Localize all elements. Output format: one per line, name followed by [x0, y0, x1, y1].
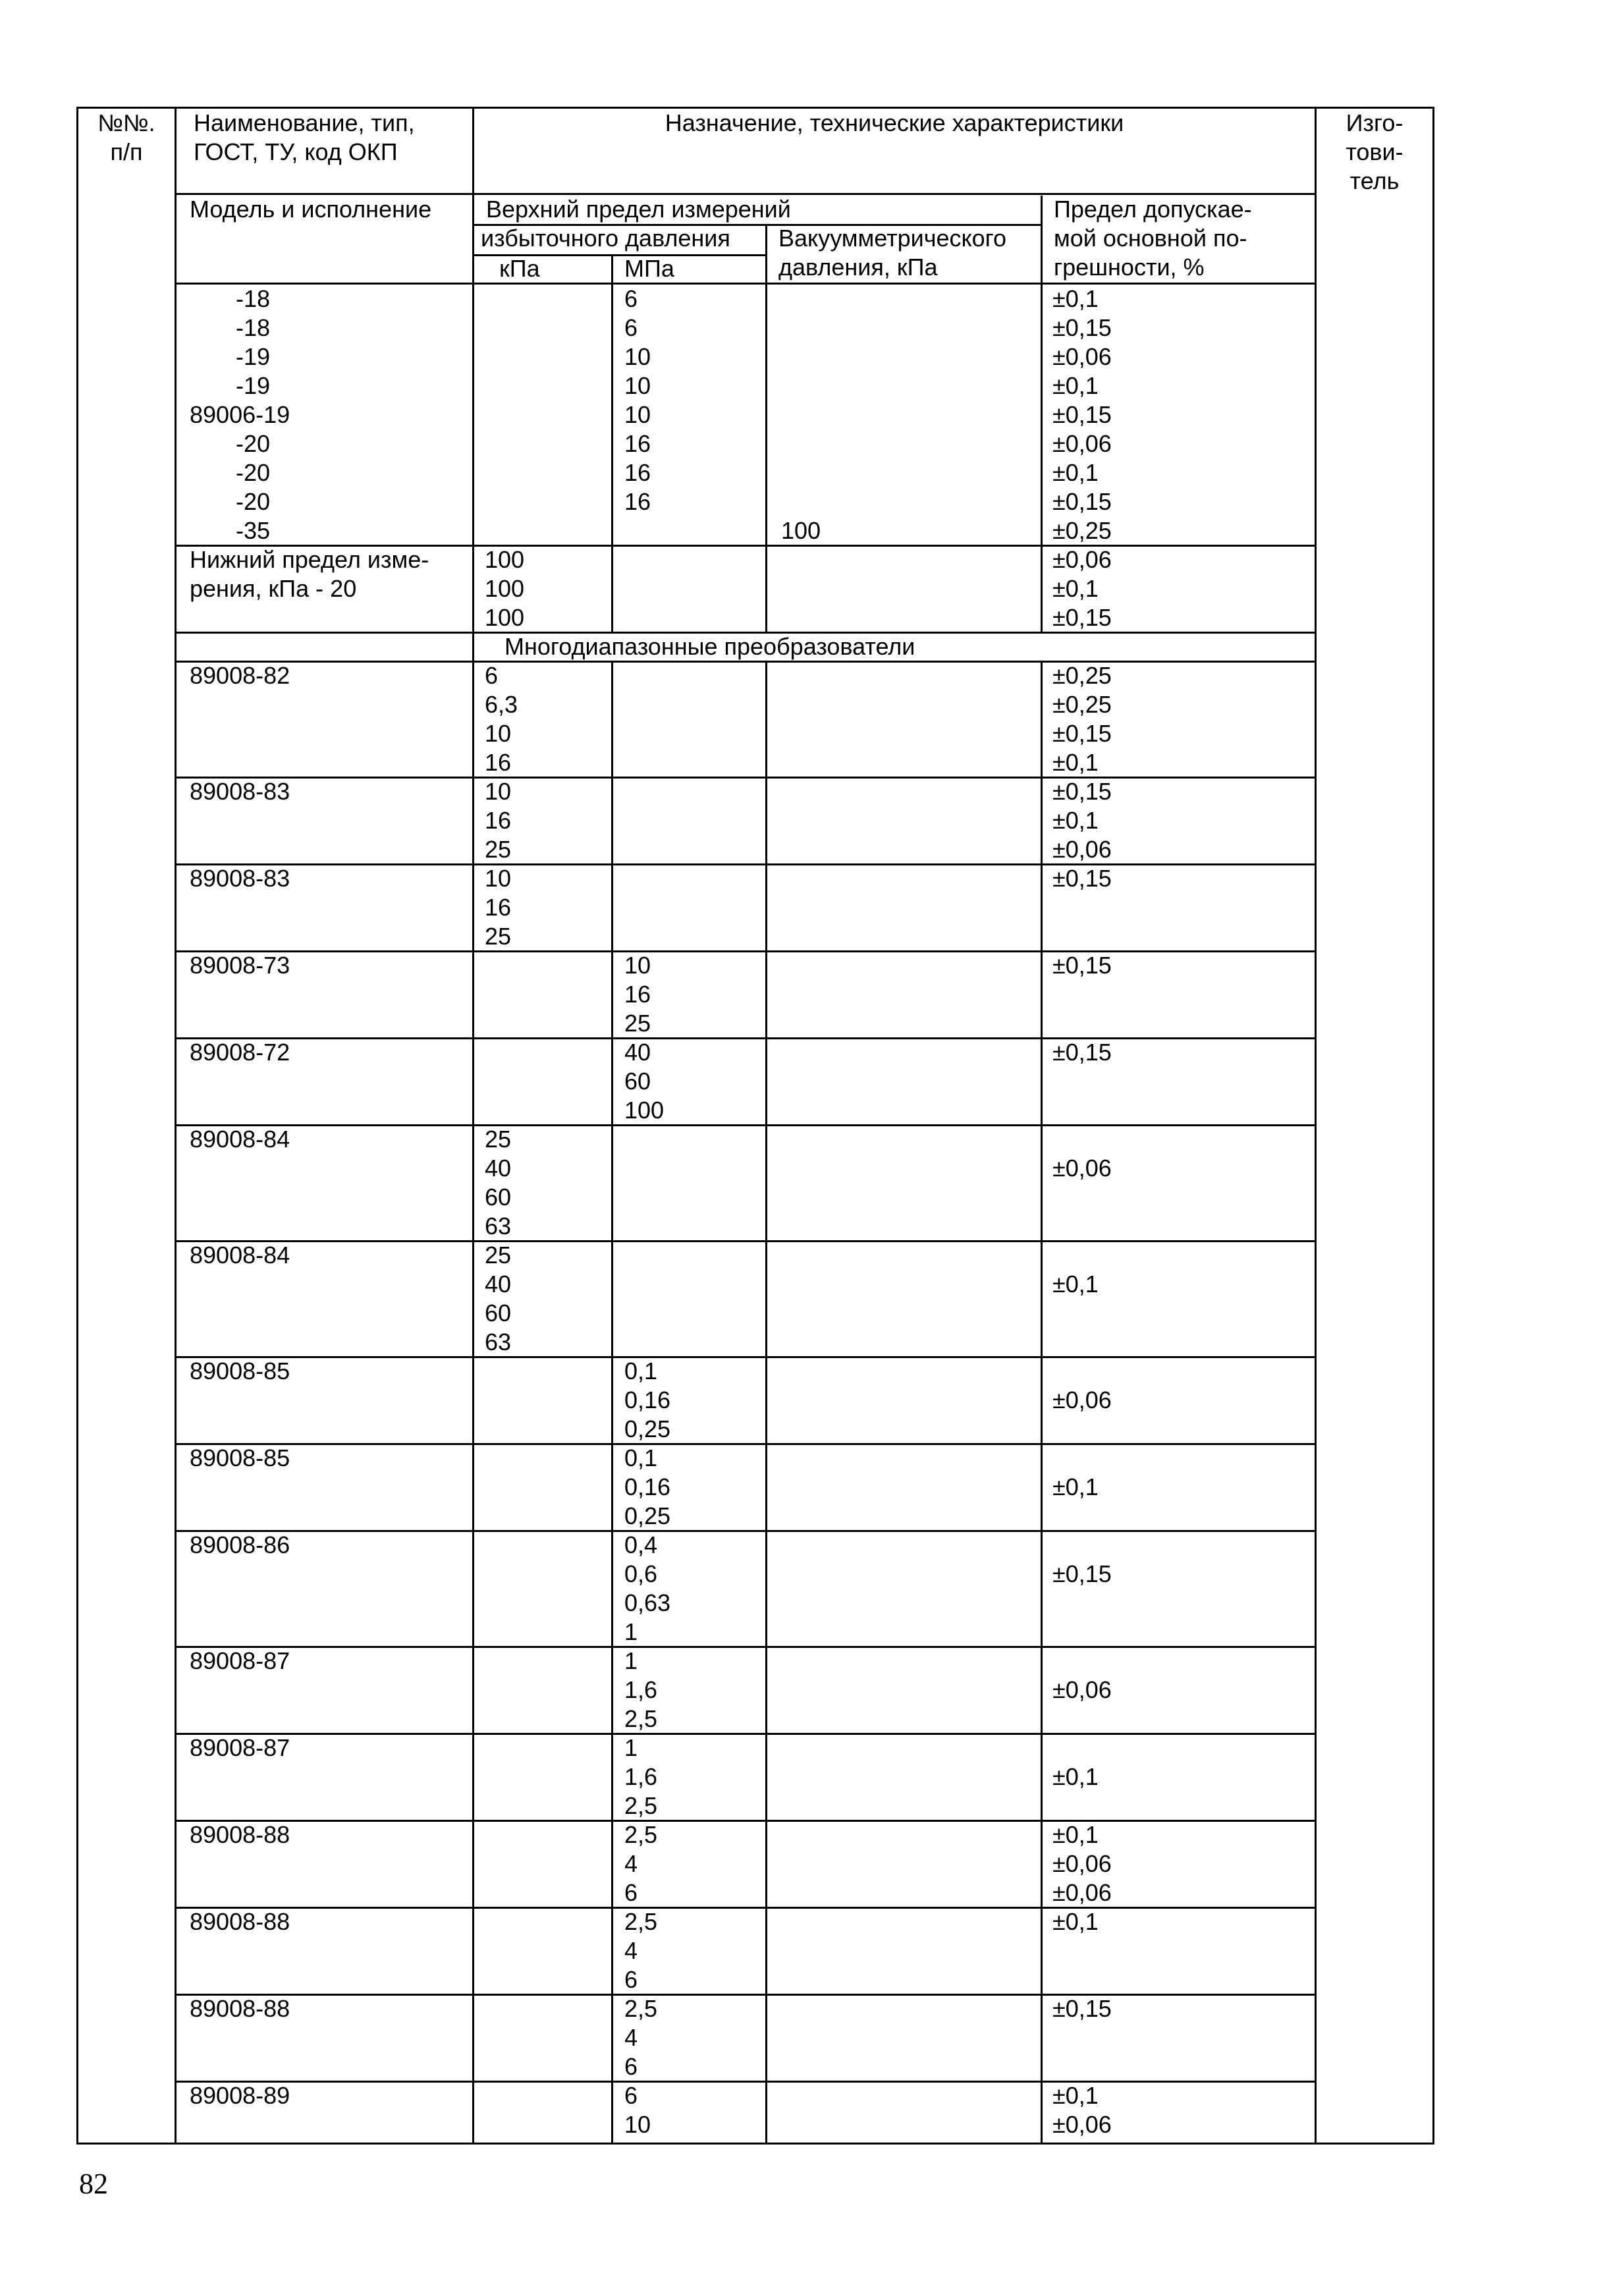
row-rule	[175, 863, 1315, 865]
header-mpa: МПа	[624, 255, 674, 282]
col-divider-err	[1041, 196, 1043, 2145]
lower-limit-label: Нижний предел изме- рения, кПа - 20	[190, 546, 429, 602]
group-kpa: 25 40 60 63	[485, 1242, 512, 1355]
group-error: ±0,15	[1052, 865, 1112, 892]
table-row-mpa: 16	[624, 488, 651, 515]
row-rule	[175, 1907, 1315, 1909]
group-model: 89008-85	[190, 1357, 290, 1384]
col-divider-mpa	[611, 254, 613, 2145]
table-row-error: ±0,1	[1052, 459, 1099, 486]
group-error: ±0,06	[1052, 1386, 1112, 1413]
group-model: 89008-73	[190, 952, 290, 979]
group-kpa: 10 16 25	[485, 778, 512, 863]
table-row-error: ±0,25	[1052, 517, 1112, 544]
group-mpa: 2,5 4 6	[624, 1821, 658, 1906]
group-error: ±0,15	[1052, 1560, 1112, 1587]
group-error: ±0,1 ±0,06 ±0,06	[1052, 1821, 1112, 1906]
group-error: ±0,15 ±0,1 ±0,06	[1052, 778, 1112, 863]
header-gauge-pressure: избыточного давления	[481, 225, 730, 252]
row-rule	[175, 661, 1315, 663]
group-mpa: 0,1 0,16 0,25	[624, 1357, 671, 1442]
row-rule	[175, 1646, 1315, 1648]
group-model: 89008-82	[190, 662, 290, 689]
group-mpa: 10 16 25	[624, 952, 651, 1037]
table-row-mpa: 16	[624, 459, 651, 486]
table-row-mpa: 16	[624, 430, 651, 457]
table-row-model: -20	[190, 488, 271, 515]
table-row-mpa: 6	[624, 285, 638, 312]
group-mpa: 2,5 4 6	[624, 1908, 658, 1993]
table-row-mpa: 6	[624, 314, 638, 341]
header-purpose: Назначение, технические характеристики	[665, 109, 1124, 136]
table-row-error: ±0,1	[1052, 372, 1099, 399]
col-divider-vac	[765, 225, 767, 2145]
group-model: 89008-88	[190, 1821, 290, 1848]
header-model: Модель и исполнение	[190, 196, 432, 223]
group-error: ±0,15	[1052, 1039, 1112, 1066]
table-row-model: -35	[190, 517, 271, 544]
row-rule	[175, 1443, 1315, 1445]
lower-limit-kpa: 100 100 100	[485, 546, 525, 631]
row-rule	[175, 1240, 1315, 1242]
table-row-error: ±0,1	[1052, 285, 1099, 312]
table-row-model: -18	[190, 285, 271, 312]
table-row-model: -20	[190, 430, 271, 457]
header-num: №№. п/п	[97, 109, 155, 165]
group-mpa: 0,1 0,16 0,25	[624, 1444, 671, 1529]
row-rule	[175, 1356, 1315, 1358]
group-mpa: 1 1,6 2,5	[624, 1734, 658, 1819]
group-model: 89008-87	[190, 1734, 290, 1761]
row-rule	[175, 1530, 1315, 1532]
group-model: 89008-85	[190, 1444, 290, 1471]
table-row-model: 89006-19	[190, 401, 290, 428]
table-row-error: ±0,06	[1052, 430, 1112, 457]
table-row-error: ±0,15	[1052, 488, 1112, 515]
header-upper-limit: Верхний предел измерений	[486, 196, 791, 223]
header-error: Предел допускае- мой основной по- грешности, %	[1054, 196, 1252, 281]
row-rule	[175, 1124, 1315, 1126]
row-rule	[175, 1037, 1315, 1039]
table-row-error: ±0,06	[1052, 343, 1112, 370]
col-divider-maker	[1315, 107, 1317, 2145]
group-error: ±0,15	[1052, 1995, 1112, 2022]
lower-limit-error: ±0,06 ±0,1 ±0,15	[1052, 546, 1112, 631]
group-model: 89008-84	[190, 1242, 290, 1269]
row-rule	[175, 1994, 1315, 1996]
table-row-model: -19	[190, 343, 271, 370]
table-row-model: -20	[190, 459, 271, 486]
group-model: 89008-84	[190, 1126, 290, 1153]
header-vacuum: Вакуумметрического давления, кПа	[778, 225, 1007, 281]
table-row-model: -19	[190, 372, 271, 399]
table-row-error: ±0,15	[1052, 314, 1112, 341]
group-error: ±0,1	[1052, 1908, 1099, 1935]
header-rule-4	[175, 283, 1315, 285]
group-model: 89008-89	[190, 2082, 290, 2109]
row-rule	[175, 950, 1315, 952]
row-rule	[175, 777, 1315, 779]
group-model: 89008-83	[190, 778, 290, 805]
header-kpa: кПа	[499, 255, 540, 282]
group-error: ±0,15	[1052, 952, 1112, 979]
group-mpa: 40 60 100	[624, 1039, 665, 1124]
group-error: ±0,25 ±0,25 ±0,15 ±0,1	[1052, 662, 1112, 776]
group-model: 89008-72	[190, 1039, 290, 1066]
group-mpa: 2,5 4 6	[624, 1995, 658, 2080]
row-rule	[175, 1820, 1315, 1822]
table-row-model: -18	[190, 314, 271, 341]
group-error: ±0,1 ±0,06	[1052, 2082, 1112, 2138]
page-number: 82	[79, 2168, 108, 2200]
row-rule	[175, 2081, 1315, 2083]
group-model: 89008-88	[190, 1995, 290, 2022]
group-model: 89008-83	[190, 865, 290, 892]
group-model: 89008-86	[190, 1531, 290, 1558]
table-row-mpa: 10	[624, 372, 651, 399]
group-mpa: 6 10	[624, 2082, 651, 2138]
group-model: 89008-88	[190, 1908, 290, 1935]
group-kpa: 25 40 60 63	[485, 1126, 512, 1240]
group-error: ±0,1	[1052, 1473, 1099, 1500]
multirange-title: Многодиапазонные преобразователи	[504, 633, 915, 660]
group-error: ±0,06	[1052, 1155, 1112, 1182]
group-mpa: 1 1,6 2,5	[624, 1647, 658, 1732]
table-row-error: ±0,15	[1052, 401, 1112, 428]
group-kpa: 6 6,3 10 16	[485, 662, 518, 776]
group-mpa: 0,4 0,6 0,63 1	[624, 1531, 671, 1645]
table-row-mpa: 10	[624, 401, 651, 428]
header-name: Наименование, тип, ГОСТ, ТУ, код ОКП	[194, 109, 415, 165]
group-error: ±0,06	[1052, 1676, 1112, 1703]
row-rule	[175, 1733, 1315, 1735]
table-row-mpa: 10	[624, 343, 651, 370]
group-kpa: 10 16 25	[485, 865, 512, 950]
group-error: ±0,1	[1052, 1271, 1099, 1298]
group-error: ±0,1	[1052, 1763, 1099, 1790]
header-maker: Изго- тови- тель	[1346, 109, 1403, 194]
table-row-vac: 100	[781, 517, 821, 544]
group-model: 89008-87	[190, 1647, 290, 1674]
